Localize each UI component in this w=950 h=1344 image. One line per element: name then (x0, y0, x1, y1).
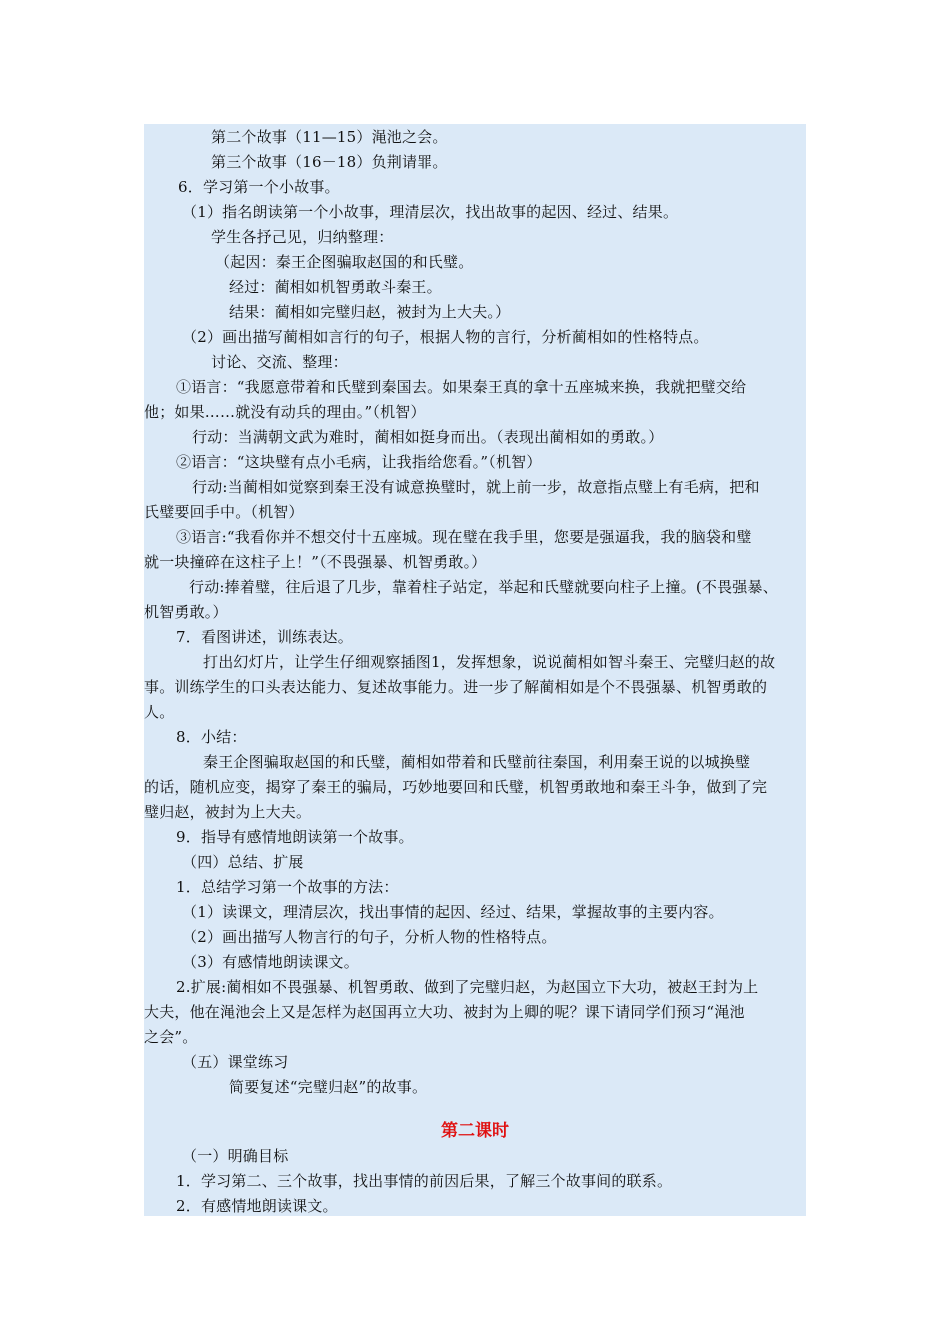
text-line: 璧归赵，被封为上大夫。 (144, 803, 312, 821)
text-line: 打出幻灯片，让学生仔细观察插图1，发挥想象，说说蔺相如智斗秦王、完璧归赵的故 (203, 653, 776, 671)
text-line: 事。训练学生的口头表达能力、复述故事能力。进一步了解蔺相如是个不畏强暴、机智勇敢的 (144, 678, 768, 696)
text-line: 2.扩展:蔺相如不畏强暴、机智勇敢、做到了完璧归赵，为赵国立下大功，被赵王封为上 (176, 978, 759, 996)
text-line: 行动:当蔺相如觉察到秦王没有诚意换璧时，就上前一步，故意指点璧上有毛病，把和 (192, 478, 760, 496)
text-line: 第三个故事（16－18）负荆请罪。 (211, 153, 448, 171)
text-line: 简要复述“完璧归赵”的故事。 (229, 1078, 428, 1096)
text-line: ③语言:“我看你并不想交付十五座城。现在璧在我手里，您要是强逼我，我的脑袋和璧 (176, 528, 752, 546)
text-line: 讨论、交流、整理： (211, 353, 348, 371)
text-line: （1）读课文，理清层次，找出事情的起因、经过、结果，掌握故事的主要内容。 (182, 903, 724, 921)
text-line: （起因：秦王企图骗取赵国的和氏璧。 (215, 253, 474, 271)
text-line: ②语言：“这块璧有点小毛病，让我指给您看。”（机智） (176, 453, 542, 471)
text-line: 经过：蔺相如机智勇敢斗秦王。 (229, 278, 442, 296)
text-line: （四）总结、扩展 (182, 853, 304, 871)
text-line: 就一块撞碎在这柱子上！”（不畏强暴、机智勇敢。） (144, 553, 487, 571)
text-line: 学生各抒己见，归纳整理： (211, 228, 394, 246)
text-line: 9．指导有感情地朗读第一个故事。 (176, 828, 414, 846)
text-line: （一）明确目标 (182, 1147, 289, 1165)
text-line: 1．学习第二、三个故事，找出事情的前因后果，了解三个故事间的联系。 (176, 1172, 673, 1190)
text-line: 结果：蔺相如完璧归赵，被封为上大夫。） (229, 303, 511, 321)
text-line: 6．学习第一个小故事。 (178, 178, 340, 196)
text-line: 行动:捧着璧，往后退了几步，靠着柱子站定，举起和氏璧就要向柱子上撞。(不畏强暴、 (189, 578, 778, 596)
text-line: （五）课堂练习 (182, 1053, 289, 1071)
text-line: （2）画出描写蔺相如言行的句子，根据人物的言行，分析蔺相如的性格特点。 (182, 328, 709, 346)
section-heading: 第二课时 (441, 1121, 509, 1141)
text-line: 1．总结学习第一个故事的方法： (176, 878, 399, 896)
text-line: 人。 (144, 703, 175, 721)
text-line: 7．看图讲述，训练表达。 (176, 628, 353, 646)
text-line: ①语言：“我愿意带着和氏璧到秦国去。如果秦王真的拿十五座城来换，我就把璧交给 (176, 378, 747, 396)
text-line: （1）指名朗读第一个小故事，理清层次，找出故事的起因、经过、结果。 (182, 203, 679, 221)
text-line: 大夫，他在渑池会上又是怎样为赵国再立大功、被封为上卿的呢？课下请同学们预习“渑池 (144, 1003, 745, 1021)
text-line: 之会”。 (144, 1028, 198, 1046)
text-line: 他；如果……就没有动兵的理由。”（机智） (144, 403, 426, 421)
text-line: （3）有感情地朗读课文。 (182, 953, 359, 971)
text-line: 氏璧要回手中。（机智） (144, 503, 304, 521)
text-line: 8．小结： (176, 728, 247, 746)
text-line: （2）画出描写人物言行的句子，分析人物的性格特点。 (182, 928, 557, 946)
text-line: 2．有感情地朗读课文。 (176, 1197, 338, 1215)
text-line: 的话，随机应变，揭穿了秦王的骗局，巧妙地要回和氏璧，机智勇敢地和秦王斗争，做到了完 (144, 778, 768, 796)
text-line: 行动：当满朝文武为难时，蔺相如挺身而出。（表现出蔺相如的勇敢。） (192, 428, 664, 446)
text-line: 第二个故事（11—15）渑池之会。 (211, 128, 448, 146)
text-line: 机智勇敢。） (144, 603, 228, 621)
text-line: 秦王企图骗取赵国的和氏璧，蔺相如带着和氏璧前往秦国，利用秦王说的以城换璧 (203, 753, 751, 771)
